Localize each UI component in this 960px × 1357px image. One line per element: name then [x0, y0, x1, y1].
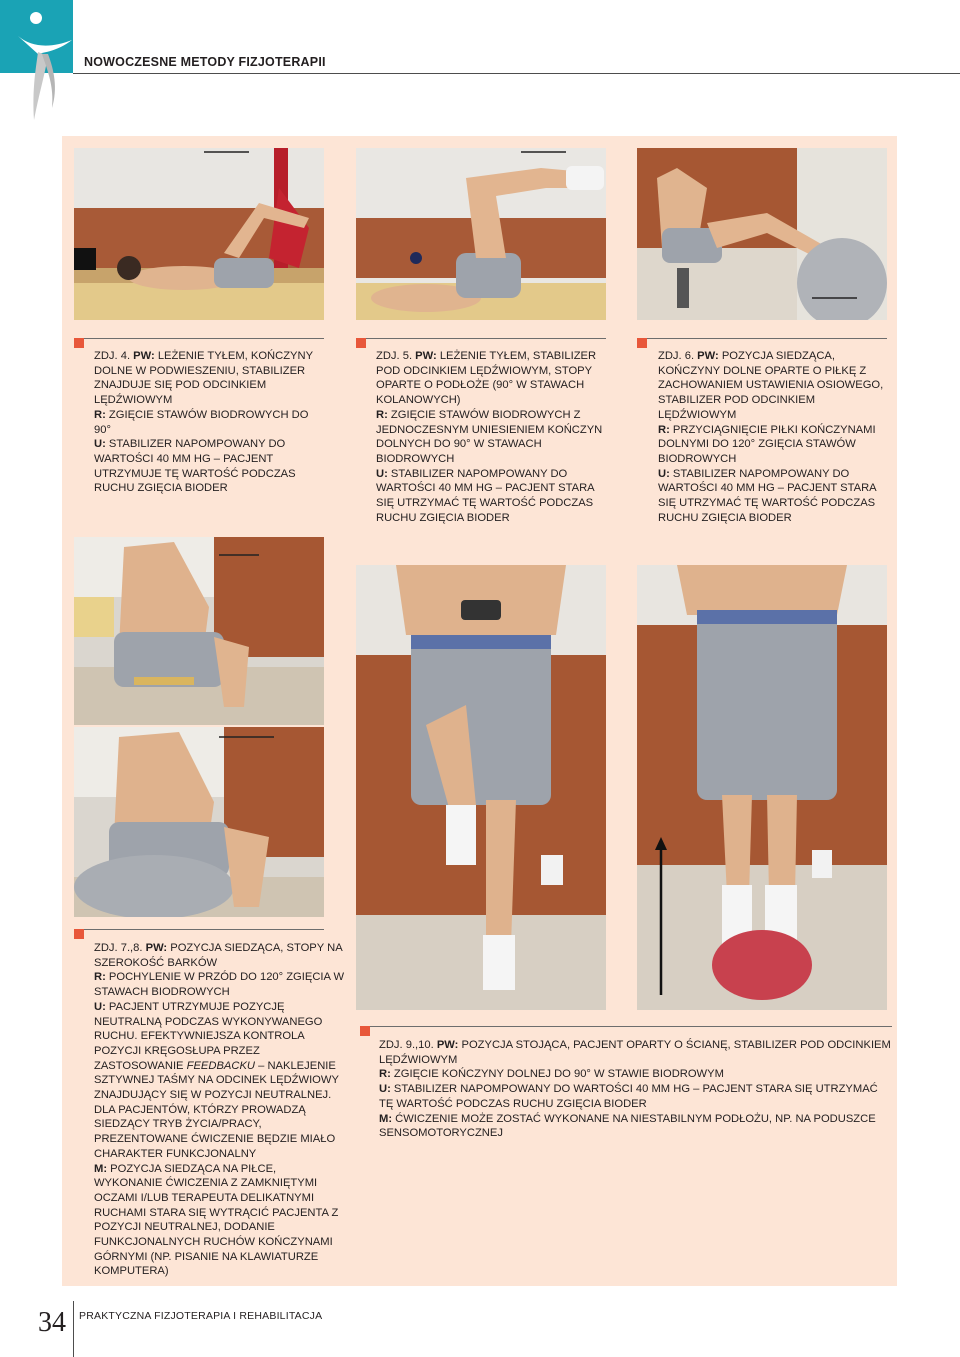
- athlete-figure-logo: [14, 8, 84, 123]
- caption-marker-4: [74, 338, 84, 348]
- photo-4-supine-suspended-legs: [74, 148, 324, 320]
- caption-photo-5: ZDJ. 5. PW: LEŻENIE TYŁEM, STABILIZER POD ODCINKIEM LĘDŹWIOWYM, STOPY OPARTE O PODŁOŻE (90° W STAWACH KOLANOWYCH) R: ZGIĘCIE STAWÓW BIODROWYCH Z JEDNOCZESNYM UNIESIENIEM KOŃCZYN DOLNYCH DO 90° W STAWACH BIODROWYCH U: STABILIZER NAPOMPOWANY DO WARTOŚCI 40 MM HG – PACJENT STARA SIĘ UTRZYMAĆ TĘ WARTOŚĆ PODCZAS RUCHU ZGIĘCIA BIODER: [376, 350, 603, 524]
- photo-7-seated-chair-back-view: [74, 537, 324, 725]
- caption-rule-4: [84, 338, 324, 339]
- photo-10-standing-cushion: [637, 565, 887, 1010]
- photo-9-standing-knee-raise: [356, 565, 606, 1010]
- caption-photo-4: ZDJ. 4. PW: LEŻENIE TYŁEM, KOŃCZYNY DOLNE W PODWIESZENIU, STABILIZER ZNAJDUJE SIĘ POD ODCINKIEM LĘDŹWIOWYM R: ZGIĘCIE STAWÓW BIODROWYCH DO 90° U: STABILIZER NAPOMPOWANY DO WARTOŚCI 40 MM HG – PACJENT UTRZYMUJE TĘ WARTOŚĆ PODCZAS RUCHU ZGIĘCIA BIODER: [94, 350, 313, 495]
- caption-marker-6: [637, 338, 647, 348]
- caption-rule-6: [647, 338, 887, 339]
- caption-photo-7-8: ZDJ. 7.,8. PW: POZYCJA SIEDZĄCA, STOPY NA SZEROKOŚĆ BARKÓW R: POCHYLENIE W PRZÓD DO 120° ZGIĘCIA W STAWACH BIODROWYCH U: PACJENT UTRZYMUJE POZYCJĘ NEUTRALNĄ PODCZAS WYKONYWANEGO RUCHU. EFEKTYWNIEJSZA KONTROLA POZYCJI KRĘGOSŁUPA PRZEZ ZASTOSOWANIE FEEDBACKU – NAKLEJENIE SZTYWNEJ TAŚMY NA ODCINEK LĘDŹWIOWY ZNAJDUJĄCY SIĘ W POZYCJI NEUTRALNEJ. DLA PACJENTÓW, KTÓRZY PROWADZĄ SIEDZĄCY TRYB ŻYCIA/PRACY, PREZENTOWANE ĆWICZENIE BĘDZIE MIAŁO CHARAKTER FUNKCJONALNY M: POZYCJA SIEDZĄCA NA PIŁCE, WYKONANIE ĆWICZENIA Z ZAMKNIĘTYMI OCZAMI I/LUB TERAPEUTA DELIKATNYMI RUCHAMI STARA SIĘ WYTRĄCIĆ PACJENTA Z POZYCJI NEUTRALNEJ, DODANIE FUNKCJONALNYCH RUCHÓW KOŃCZYNAMI GÓRNYMI (NP. PISANIE NA KLAWIATURZE KOMPUTERA): [94, 942, 345, 1278]
- caption-marker-7-8: [74, 929, 84, 939]
- caption-rule-5: [366, 338, 606, 339]
- caption-rule-7-8: [84, 929, 324, 930]
- page-number: 34: [38, 1307, 66, 1338]
- header-divider: [73, 73, 960, 74]
- photo-8-seated-ball-back-view: [74, 727, 324, 917]
- caption-photo-9-10: ZDJ. 9.,10. PW: POZYCJA STOJĄCA, PACJENT OPARTY O ŚCIANĘ, STABILIZER POD ODCINKIEM LĘDŹWIOWYM R: ZGIĘCIE KOŃCZYNY DOLNEJ DO 90° W STAWIE BIODROWYM U: STABILIZER NAPOMPOWANY DO WARTOŚCI 40 MM HG – PACJENT STARA SIĘ UTRZYMAĆ TĘ WARTOŚĆ PODCZAS RUCHU ZGIĘCIA BIODER M: ĆWICZENIE MOŻE ZOSTAĆ WYKONANE NA NIESTABILNYM PODŁOŻU, NP. NA PODUSZCE SENSOMOTORYCZNEJ: [379, 1039, 891, 1140]
- photo-5-supine-leg-lift: [356, 148, 606, 320]
- photo-6-seated-feet-on-ball: [637, 148, 887, 320]
- caption-marker-5: [356, 338, 366, 348]
- section-title: NOWOCZESNE METODY FIZJOTERAPII: [84, 55, 326, 69]
- caption-photo-6: ZDJ. 6. PW: POZYCJA SIEDZĄCA, KOŃCZYNY DOLNE OPARTE O PIŁKĘ Z ZACHOWANIEM USTAWIENIA OSIOWEGO, STABILIZER POD ODCINKIEM LĘDŹWIOWYM R: PRZYCIĄGNIĘCIE PIŁKI KOŃCZYNAMI DOLNYMI DO 120° ZGIĘCIA STAWÓW BIODROWYCH U: STABILIZER NAPOMPOWANY DO WARTOŚCI 40 MM HG – PACJENT STARA SIĘ UTRZYMAĆ TĘ WARTOŚĆ PODCZAS RUCHU ZGIĘCIA BIODER: [658, 350, 884, 524]
- journal-name: PRAKTYCZNA FIZJOTERAPIA I REHABILITACJA: [79, 1310, 323, 1322]
- footer-divider: [73, 1301, 74, 1357]
- caption-marker-9-10: [360, 1026, 370, 1036]
- caption-rule-9-10: [370, 1026, 892, 1027]
